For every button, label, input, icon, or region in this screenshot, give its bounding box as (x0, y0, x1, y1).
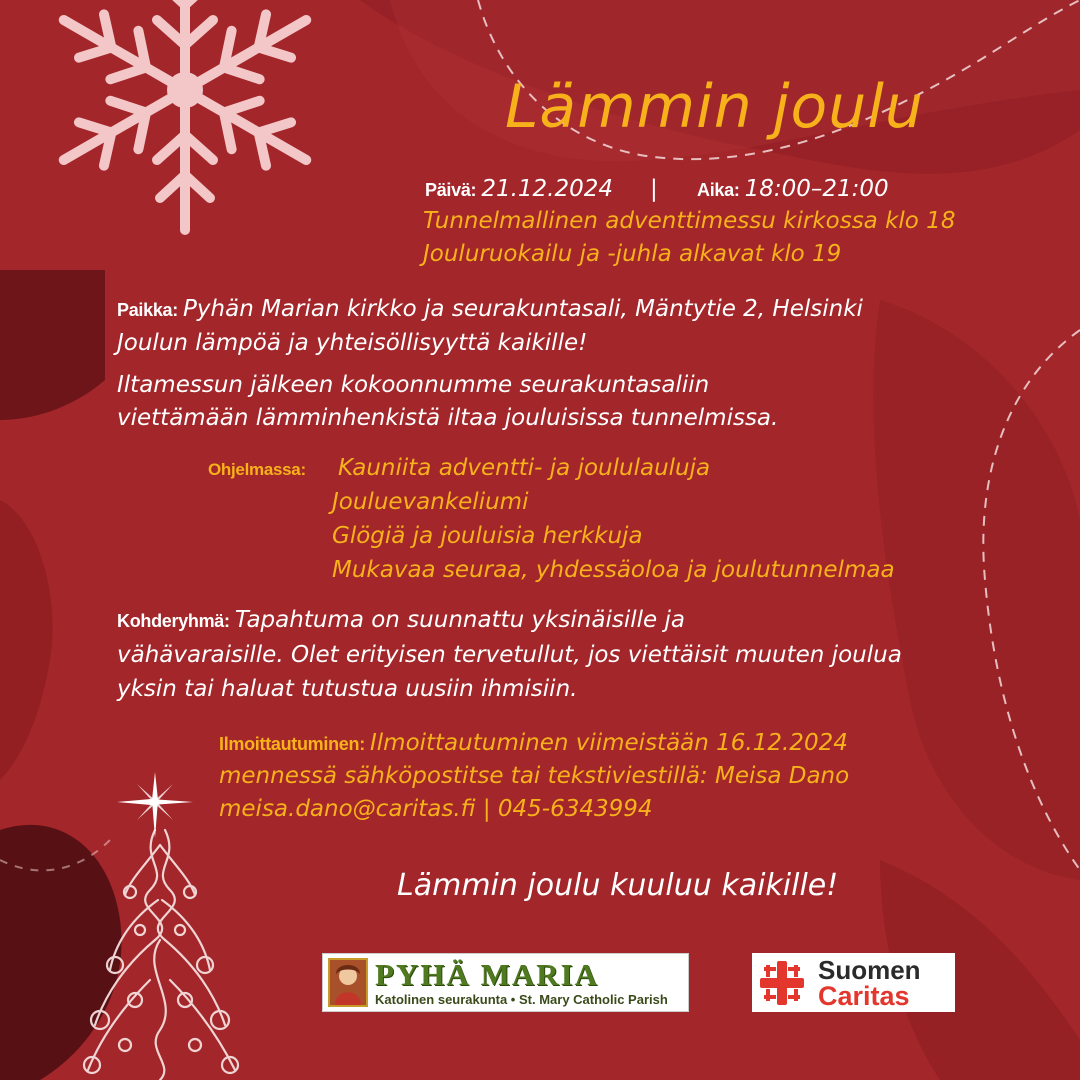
registration-contact: meisa.dano@caritas.fi | 045-6343994 (219, 796, 653, 822)
caritas-name-line-2: Caritas (818, 981, 910, 1011)
program-item: Jouluevankeliumi (332, 489, 529, 515)
place-value: Pyhän Marian kirkko ja seurakuntasali, Mäntytie 2, Helsinki (183, 296, 863, 322)
registration-row (219, 730, 848, 756)
caritas-logo (752, 953, 955, 1012)
intro-line-3: viettämään lämminhenkistä iltaa jouluisissa tunnelmissa. (117, 405, 779, 431)
target-label: Kohderyhmä: (117, 611, 230, 631)
parish-name: PYHÄ MARIA (375, 957, 600, 992)
place-label: Paikka: (117, 300, 178, 320)
target-row (117, 607, 685, 633)
caritas-name-line-1: Suomen (818, 955, 921, 985)
closing-slogan: Lämmin joulu kuuluu kaikille! (397, 868, 839, 903)
page-title: Lämmin joulu (505, 72, 924, 142)
place-row (117, 296, 863, 322)
date-value: 21.12.2024 (481, 176, 614, 202)
program-label: Ohjelmassa: (208, 460, 306, 479)
caritas-cross-icon (758, 959, 806, 1007)
parish-logo (322, 953, 689, 1012)
date-time-row (425, 176, 613, 202)
target-line-1: Tapahtuma on suunnattu yksinäisille ja (234, 607, 685, 633)
registration-line-1: Ilmoittautuminen viimeistään 16.12.2024 (369, 730, 848, 756)
program-item: Mukavaa seuraa, yhdessäoloa ja joulutunnelmaa (332, 557, 895, 583)
time-value: 18:00–21:00 (744, 176, 889, 202)
schedule-line-1: Tunnelmallinen adventtimessu kirkossa klo 18 (423, 208, 956, 234)
sparkle-star-icon (115, 770, 195, 840)
time-label: Aika: (697, 180, 740, 200)
madonna-icon (328, 958, 368, 1007)
target-line-2: vähävaraisille. Olet erityisen tervetullut, jos viettäisit muuten joulua (117, 642, 902, 668)
date-time-separator: | (650, 176, 658, 202)
registration-line-2: mennessä sähköpostitse tai tekstiviestillä: Meisa Dano (219, 763, 850, 789)
schedule-line-2: Jouluruokailu ja -juhla alkavat klo 19 (423, 241, 842, 267)
registration-label: Ilmoittautuminen: (219, 734, 365, 754)
intro-line-1: Joulun lämpöä ja yhteisöllisyyttä kaikille! (117, 330, 588, 356)
intro-line-2: Iltamessun jälkeen kokoonnumme seurakuntasaliin (117, 372, 710, 398)
time-row (697, 176, 889, 202)
program-item: Glögiä ja jouluisia herkkuja (332, 523, 643, 549)
target-line-3: yksin tai haluat tutustua uusiin ihmisiin. (117, 676, 578, 702)
snowflake-icon (0, 0, 360, 240)
date-label: Päivä: (425, 180, 477, 200)
parish-subtitle: Katolinen seurakunta • St. Mary Catholic Parish (375, 992, 668, 1007)
program-item: Kauniita adventti- ja joululauluja (338, 455, 711, 481)
